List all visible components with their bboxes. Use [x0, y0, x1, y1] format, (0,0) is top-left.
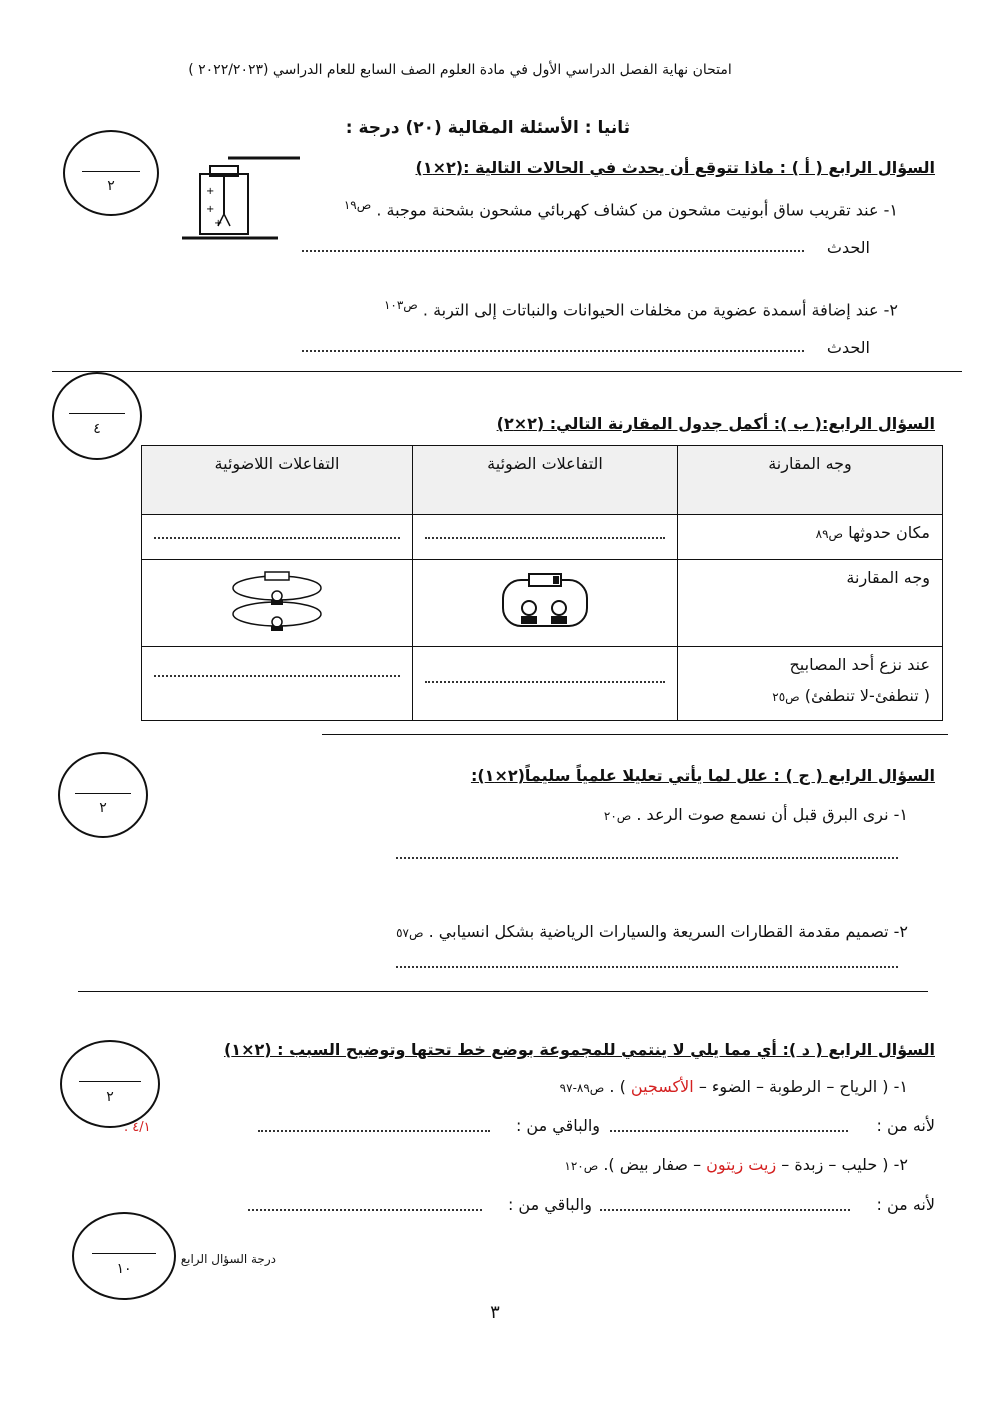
score-circle-total	[72, 1212, 176, 1300]
answer-line[interactable]	[425, 537, 665, 539]
item-suffix: – صفار بيض ).	[603, 1155, 702, 1174]
row-label-text: عند نزع أحد المصابيح	[789, 655, 930, 674]
because-text: لأنه من	[887, 1195, 935, 1214]
answer-line[interactable]	[425, 681, 665, 683]
answer-line[interactable]	[154, 675, 400, 677]
table-row	[142, 515, 943, 560]
page-ref: ص٨٩-٩٧	[559, 1081, 605, 1095]
page-ref: ص٨٩	[815, 527, 844, 541]
because-text: لأنه من	[887, 1116, 935, 1135]
page-ref: ص١٠٣	[383, 298, 418, 312]
answer-cell[interactable]	[142, 647, 413, 721]
answer-line[interactable]	[302, 350, 804, 352]
answer-line[interactable]	[396, 966, 898, 968]
comparison-table	[141, 445, 943, 721]
item-prefix: ٢- ( حليب – زبدة –	[781, 1155, 908, 1174]
answer-cell[interactable]	[413, 647, 678, 721]
score-value: ٤	[93, 421, 101, 438]
row-label: وجه المقارنة	[678, 560, 943, 647]
series-circuit-cell	[413, 560, 678, 647]
item-text: ١- عند تقريب ساق أبونيت مشحون من كشاف كهربائي مشحون بشحنة موجبة .	[376, 200, 898, 220]
page-ref: ص١٩	[343, 198, 372, 212]
q4d-title: السؤال الرابع ( د ): أي مما يلي لا ينتمي للمجموعة بوضع خط تحتها وتوضيح السبب : (٢×١)	[223, 1040, 935, 1059]
q4b-title: السؤال الرابع:( ب ): أكمل جدول المقارنة التالي: (٢×٢)	[496, 414, 935, 433]
score-value: ١٠	[116, 1261, 132, 1278]
page-ref: ص١٢٠	[564, 1159, 599, 1173]
item-prefix: ١- ( الرياح – الرطوبة – الضوء –	[698, 1077, 908, 1096]
score-value: ٢	[99, 799, 107, 816]
q4d-item-1	[440, 1077, 908, 1096]
score-value: ٢	[106, 1089, 114, 1106]
answer-line[interactable]	[154, 537, 400, 539]
page-ref: ص٥٧	[396, 926, 424, 940]
table-header-row	[142, 446, 943, 515]
score-circle-q4c	[58, 752, 148, 838]
rest-label-2: والباقي من :	[507, 1195, 592, 1214]
item-text: ٢- عند إضافة أسمدة عضوية من مخلفات الحيوانات والنباتات إلى التربة .	[422, 300, 898, 320]
item-suffix: ) .	[609, 1077, 626, 1096]
exam-header: امتحان نهاية الفصل الدراسي الأول في مادة العلوم الصف السابع للعام الدراسي (٢٠٢٢/٢٠٢٣ )	[188, 62, 732, 78]
divider	[78, 991, 928, 992]
q4a-event-label-1: الحدث	[826, 238, 870, 257]
answer-line[interactable]	[600, 1209, 850, 1211]
q4a-item-2	[280, 298, 898, 319]
header-cell: التفاعلات الضوئية	[413, 446, 678, 515]
svg-text:+: +	[206, 204, 215, 215]
score-value: ٢	[107, 177, 115, 194]
row-label	[678, 647, 943, 721]
divider	[52, 371, 962, 372]
answer-line[interactable]	[248, 1209, 482, 1211]
answer-line[interactable]	[396, 857, 898, 859]
table-row	[142, 647, 943, 721]
answer-line[interactable]	[258, 1130, 490, 1132]
section-title: ثانيا : الأسئلة المقالية (٢٠) درجة :	[345, 118, 630, 138]
q4d-item-2	[460, 1155, 908, 1174]
parallel-circuit-figure	[227, 568, 327, 634]
because-label-1: لأنه من :	[876, 1116, 935, 1135]
answer-line[interactable]	[610, 1130, 848, 1132]
divider	[322, 734, 948, 735]
q4c-title: السؤال الرابع ( ج ) : علل لما يأتي تعليلا علمياً سليماً(٢×١):	[470, 766, 935, 785]
score-circle-q4d	[60, 1040, 160, 1128]
parallel-circuit-cell	[142, 560, 413, 647]
row-sub-text: ( تنطفئ-لا تنطفئ)	[804, 686, 930, 705]
row-label-text: مكان حدوثها	[848, 523, 930, 542]
answer-line[interactable]	[302, 250, 804, 252]
item-text: ٢- تصميم مقدمة القطارات السريعة والسيارات الرياضية بشكل انسيابي .	[428, 922, 908, 941]
q4a-event-label-2: الحدث	[826, 338, 870, 357]
side-note: ٤/١ .	[124, 1120, 151, 1135]
q4a-item-1	[270, 198, 898, 219]
score-circle-q4a	[63, 130, 159, 216]
answer-cell[interactable]	[142, 515, 413, 560]
header-cell: التفاعلات اللاضوئية	[142, 446, 413, 515]
series-circuit-figure	[497, 568, 593, 634]
page-ref: ص٢٠	[603, 809, 632, 823]
header-cell: وجه المقارنة	[678, 446, 943, 515]
svg-text:+: +	[206, 186, 215, 197]
table-row	[142, 560, 943, 647]
q4a-title: السؤال الرابع ( أ ) : ماذا تتوقع أن يحدث في الحالات التالية :(٢×١)	[415, 158, 935, 177]
rest-label-1: والباقي من :	[515, 1116, 600, 1135]
because-label-2: لأنه من :	[876, 1195, 935, 1214]
answer-cell[interactable]	[413, 515, 678, 560]
page-number: ٣	[490, 1302, 500, 1323]
q4c-item-2	[320, 922, 908, 941]
q4c-item-1	[480, 805, 908, 824]
svg-text:+: +	[214, 218, 223, 229]
total-label: درجة السؤال الرابع	[180, 1252, 276, 1266]
item-text: ١- نرى البرق قبل أن نسمع صوت الرعد .	[636, 805, 908, 824]
page-ref: ص٢٥	[772, 690, 800, 704]
row-label	[678, 515, 943, 560]
row-sublabel	[690, 686, 930, 705]
score-circle-q4b	[52, 372, 142, 460]
answer-text: زيت زيتون	[706, 1155, 777, 1174]
answer-text: الأكسجين	[630, 1077, 694, 1096]
